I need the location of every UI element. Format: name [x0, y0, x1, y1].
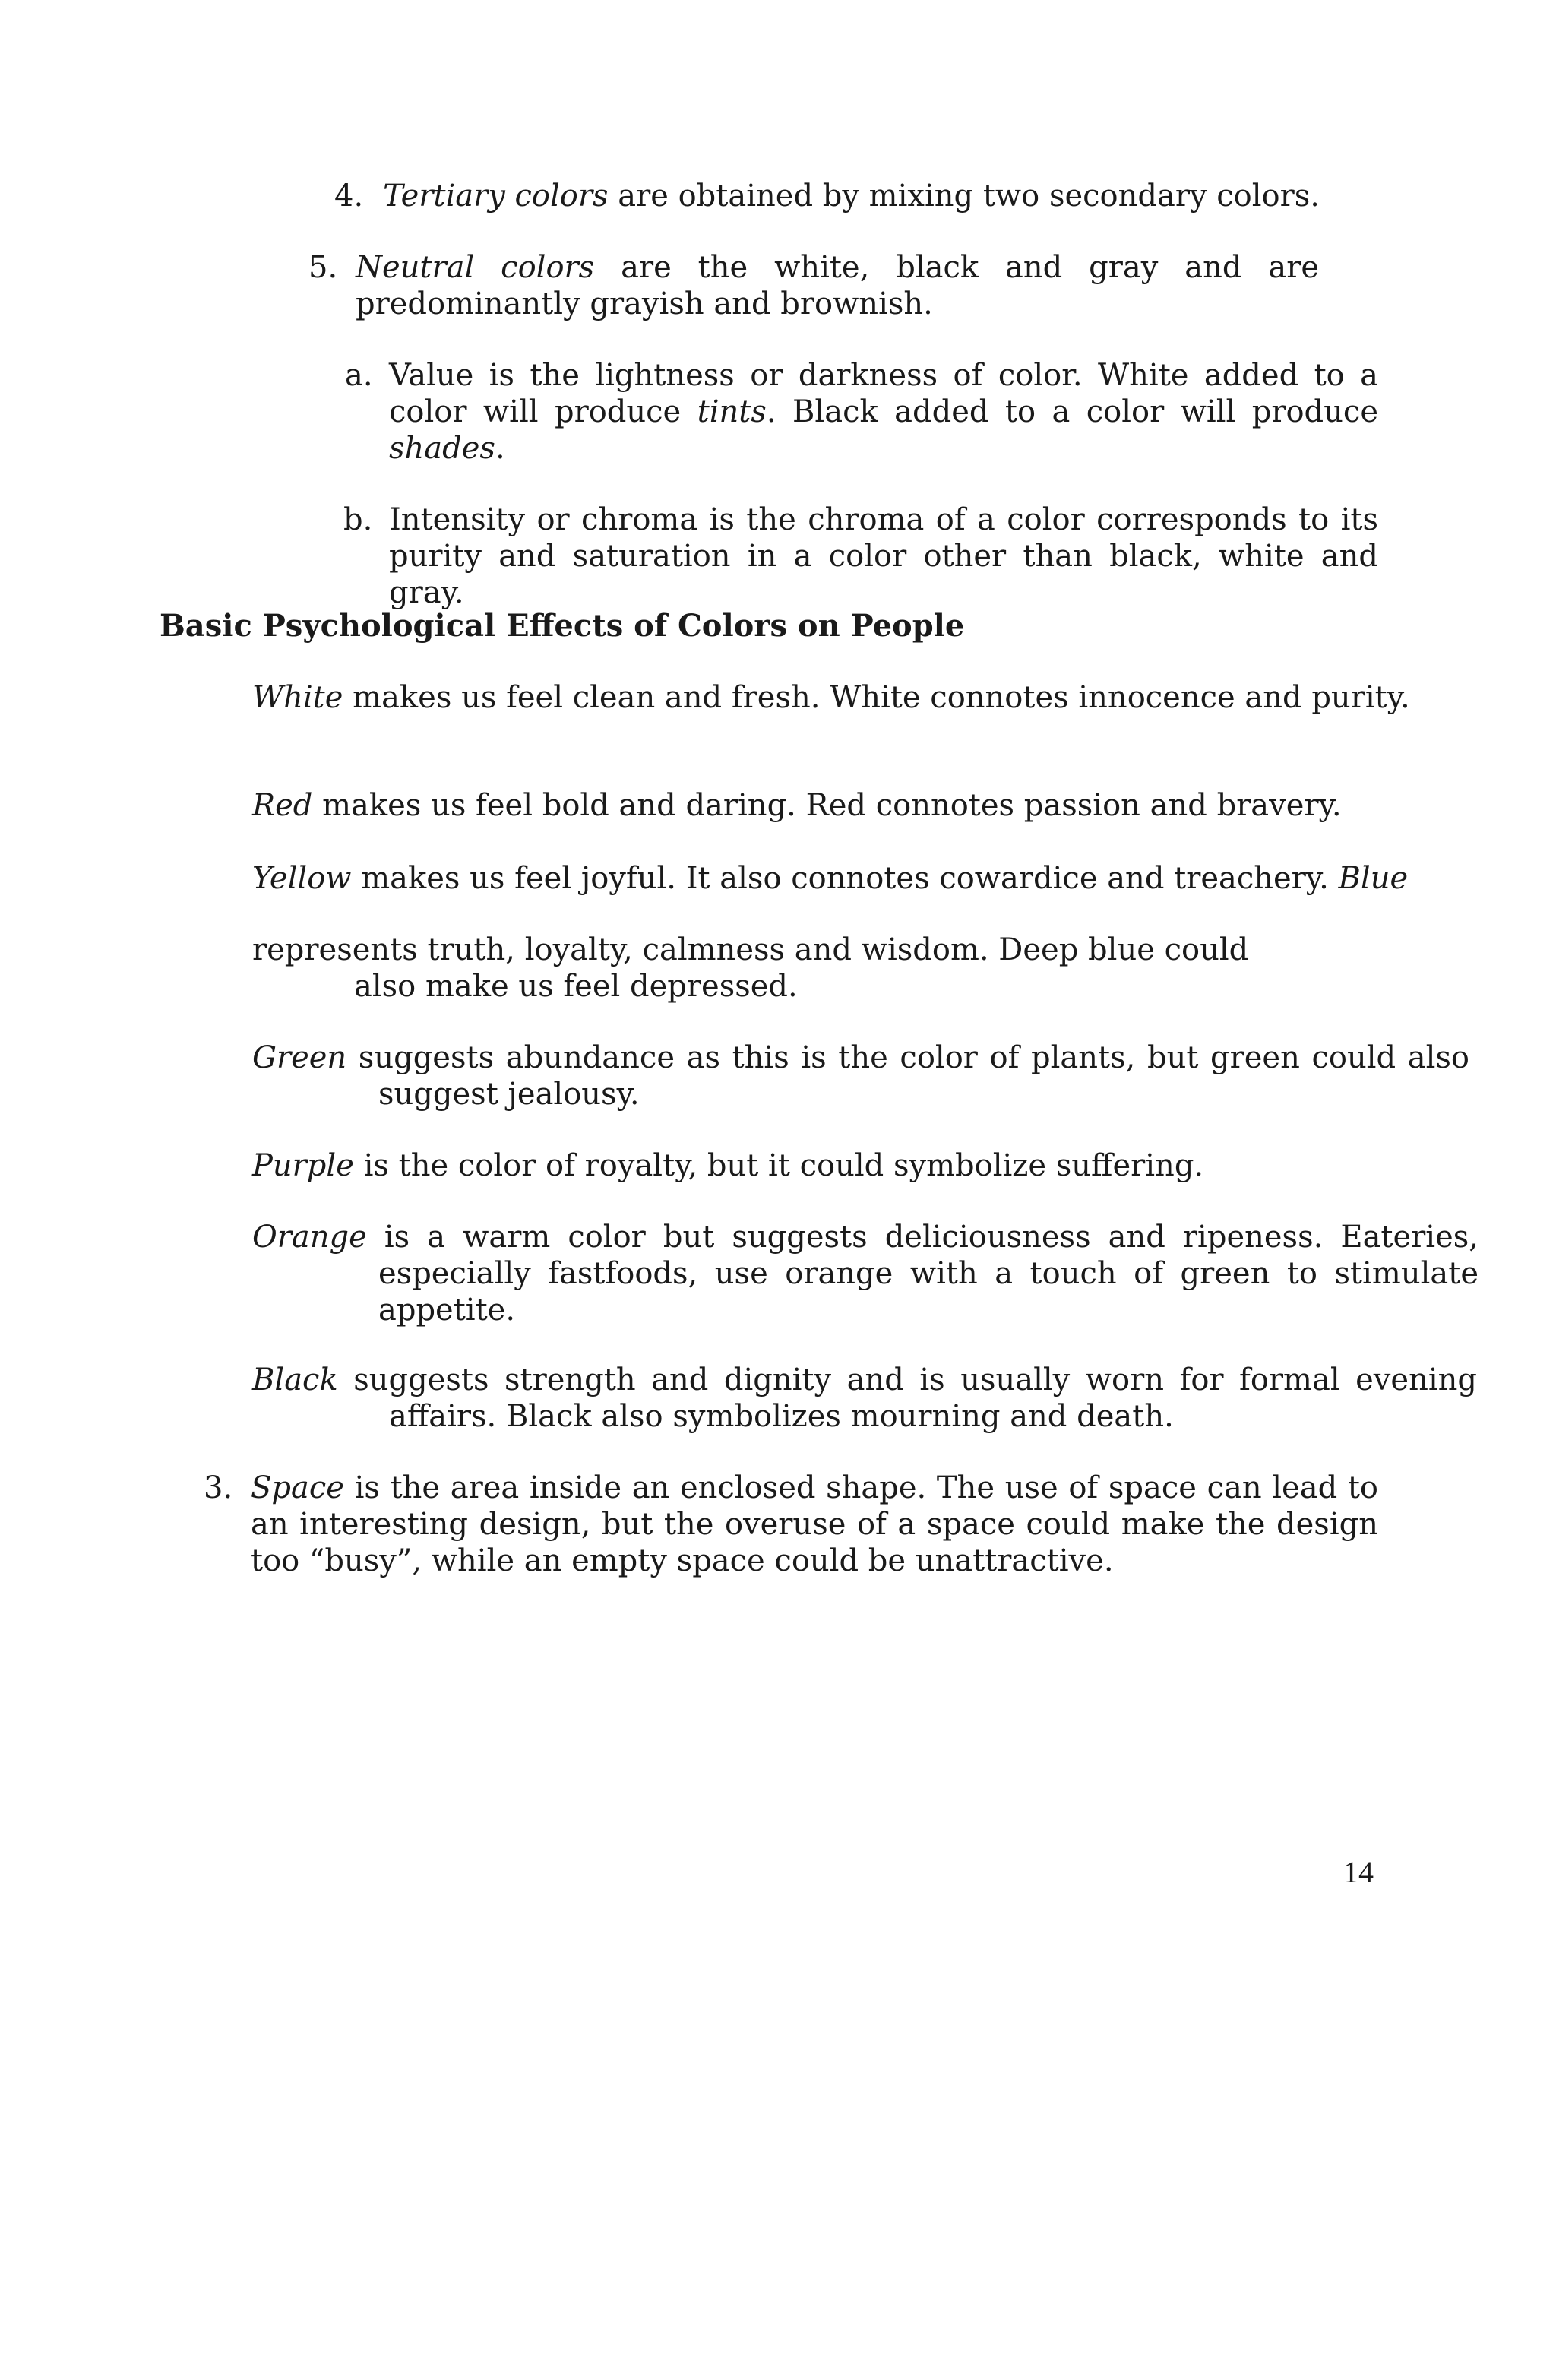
- color-entry-orange: Orange is a warm color but suggests deliciousness and ripeness. Eateries, especially fastfoods, use orange with a touch of green to stimulate appetite.: [252, 1220, 1479, 1328]
- term: Tertiary colors: [383, 179, 609, 214]
- color-name: Orange: [252, 1220, 367, 1255]
- color-name: Black: [252, 1362, 338, 1397]
- section-heading: Basic Psychological Effects of Colors on People: [160, 608, 965, 644]
- color-entry-red: Red makes us feel bold and daring. Red connotes passion and bravery.: [252, 788, 1342, 823]
- sub-item-value: [345, 357, 1378, 467]
- color-name: Blue: [1338, 861, 1409, 896]
- sub-text: Value is the lightness or darkness of color. White added to a color will produce tints. Black added to a color will produce shades.: [389, 358, 1378, 466]
- list-number: 3.: [204, 1470, 233, 1505]
- list-item-tertiary: [334, 178, 1322, 214]
- page-number: 14: [1343, 1855, 1374, 1889]
- list-number: 4.: [334, 179, 364, 214]
- color-entry-yellow: Yellow makes us feel joyful. It also connotes cowardice and treachery. Blue: [252, 861, 1409, 896]
- color-entry-blue: [252, 932, 1354, 1005]
- list-text: Space is the area inside an enclosed shape. The use of space can lead to an interesting design, but the overuse of a space could make the design too “busy”, while an empty space could be unattractive.: [251, 1470, 1378, 1578]
- color-entry-white: White makes us feel clean and fresh. White connotes innocence and purity.: [252, 680, 1410, 715]
- sub-letter: b.: [343, 502, 373, 537]
- term: Neutral colors: [356, 250, 595, 285]
- term: Space: [251, 1470, 344, 1505]
- sub-letter: a.: [345, 358, 373, 393]
- color-name: Red: [252, 788, 313, 823]
- sub-item-intensity: [343, 502, 1378, 611]
- sub-text: Intensity or chroma is the chroma of a color corresponds to its purity and saturation in a color other than black, white and gray.: [389, 502, 1378, 610]
- color-entry-purple: Purple is the color of royalty, but it could symbolize suffering.: [252, 1148, 1204, 1183]
- list-text: Tertiary colors are obtained by mixing two secondary colors.: [383, 179, 1320, 214]
- list-item-neutral: [308, 249, 1319, 322]
- list-text: Neutral colors are the white, black and gray and are predominantly grayish and brownish.: [356, 250, 1319, 321]
- list-item-space: [204, 1470, 1378, 1579]
- list-number: 5.: [308, 250, 338, 285]
- color-entry-green: Green suggests abundance as this is the color of plants, but green could also suggest jealousy.: [252, 1040, 1469, 1112]
- color-name: Yellow: [252, 861, 352, 896]
- blue-text-line-1: represents truth, loyalty, calmness and wisdom. Deep blue could: [252, 932, 1249, 967]
- color-entry-black: Black suggests strength and dignity and is usually worn for formal evening affairs. Black also symbolizes mourning and death.: [252, 1362, 1477, 1434]
- color-name: Green: [252, 1040, 347, 1075]
- blue-text-line-2: also make us feel depressed.: [354, 969, 798, 1004]
- color-name: White: [252, 680, 343, 715]
- color-name: Purple: [252, 1148, 354, 1183]
